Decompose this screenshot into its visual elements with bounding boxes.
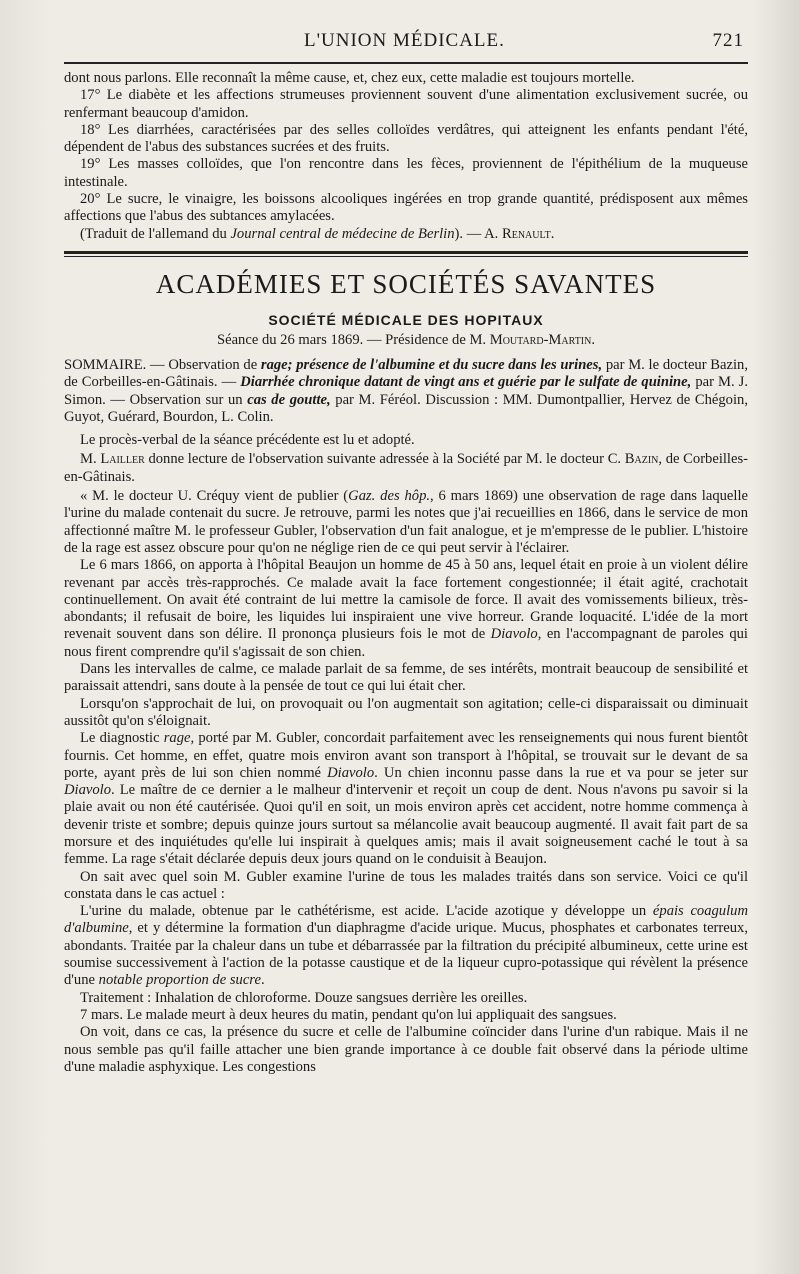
society-heading: SOCIÉTÉ MÉDICALE DES HOPITAUX [268, 311, 544, 328]
paragraph-observation-intro: « M. le docteur U. Créquy vient de publier (Gaz. des hôp., 6 mars 1869) une observation de rage dans laquelle l'urine du malade contenait du sucre. Je retrouve, parmi les notes que j'ai recueillies en 1866, dans le service de mon affectionné maître M. le professeur Gubler, l'observation d'un fait analogue, et je m'empresse de le publier. L'histoire de la rage est assez obscure pour qu'on ne néglige rien de ce qui peut servir à l'éclairer. [64, 488, 748, 556]
paragraph-death: 7 mars. Le malade meurt à deux heures du matin, pendant qu'on lui appliquait des sangsues. [80, 1006, 617, 1023]
section-title: ACADÉMIES ET SOCIÉTÉS SAVANTES [155, 268, 657, 299]
paragraph-continuation: dont nous parlons. Elle reconnaît la même cause, et, chez eux, cette maladie est toujours mortelle. [64, 70, 635, 86]
journal-name: Journal central de médecine de Berlin [230, 225, 455, 242]
paragraph-lailler: M. Lailler donne lecture de l'observation suivante adressée à la Société par M. le docteur C. Bazin, de Corbeilles-en-Gâtinais. [64, 451, 749, 485]
paragraph-case-admission: Le 6 mars 1866, on apporta à l'hôpital Beaujon un homme de 45 à 50 ans, lequel était en proie à un violent délire revenant par accès très-rapprochés. Ce malade avait la face fortement congestionnée; il était agité, crachotait continuellement. On avait été contraint de lui mettre la camisole de force. Il avait des vomissements bilieux, très-abondants; il refusait de boire, les liquides lui inspiraient une vive horreur. Grande loquacité. L'idée de la mort revenait souvent dans son délire. Il prononça plusieurs fois le mot de Diavolo, en l'accompagnant de paroles qui nous firent comprendre qu'il s'agissait de son chien. [64, 557, 748, 660]
header-rule [64, 62, 748, 64]
section-divider [64, 251, 748, 257]
paragraph-proces-verbal: Le procès-verbal de la séance précédente est lu et adopté. [80, 432, 415, 449]
paragraph-calm: Dans les intervalles de calme, ce malade parlait de sa femme, de ses intérêts, montrait beaucoup de sensibilité et paraissait attendri, sans doute à la pensée de tout ce qui lui était cher. [64, 661, 748, 695]
paragraph-item-19: 19° Les masses colloïdes, que l'on rencontre dans les fèces, proviennent de l'épithélium de la muqueuse intestinale. [64, 156, 748, 190]
president-name: Moutard-Martin [489, 331, 592, 348]
page-number: 721 [712, 30, 744, 51]
paragraph-item-17: 17° Le diabète et les affections strumeuses proviennent souvent d'une alimentation exclusivement sucrée, ou renfermant beaucoup d'amidon. [64, 87, 748, 121]
paragraph-urine-exam: On sait avec quel soin M. Gubler examine l'urine de tous les malades traités dans son service. Voici ce qu'il constata dans le cas actuel : [64, 868, 748, 902]
journal-title: L'UNION MÉDICALE. [304, 30, 505, 51]
paragraph-conclusion: On voit, dans ce cas, la présence du sucre et celle de l'albumine coïncider dans l'urine d'un rabique. Mais il ne nous semble pas qu'il faille attacher une bien grande importance à ce double fait observé dans la période ultime d'une maladie asphyxique. Les congestions [64, 1024, 748, 1075]
paragraph-item-20: 20° Le sucre, le vinaigre, les boissons alcooliques ingérées en trop grande quantité, prédisposent aux mêmes affections que l'abus des subtances amylacées. [64, 191, 748, 225]
paragraph-item-18: 18° Les diarrhées, caractérisées par des selles colloïdes verdâtres, qui atteignent les enfants pendant l'été, dépendent de l'abus des substances sucrées et des fruits. [64, 121, 748, 156]
seance-line: Séance du 26 mars 1869. — Présidence de M. Moutard-Martin. [216, 331, 596, 348]
summary: SOMMAIRE. — Observation de rage; présence de l'albumine et du sucre dans les urines, par M. le docteur Bazin, de Corbeilles-en-Gâtinais. — Diarrhée chronique datant de vingt ans et guérie par le sulfate de quinine, par M. J. Simon. — Observation sur un cas de goutte, par M. Féréol. Discussion : MM. Dumontpallier, Hervez de Chégoin, Guyot, Guérard, Bourdon, L. Colin. [64, 356, 748, 425]
paragraph-urine-results: L'urine du malade, obtenue par le cathétérisme, est acide. L'acide azotique y développe un épais coagulum d'albumine, et y détermine la formation d'un diaphragme d'acide urique. Mucus, phosphates et carbonates terreux, abondants. Traitée par la chaleur dans un tube et débarrassée par la filtration du précipité albumineux, cette urine est soumise successivement à l'action de la potasse caustique et de la liqueur cupro-potassique qui révèlent la présence d'une notable proportion de sucre. [64, 903, 748, 989]
paragraph-treatment: Traitement : Inhalation de chloroforme. Douze sangsues derrière les oreilles. [80, 989, 528, 1006]
paragraph-agitation: Lorsqu'on s'approchait de lui, on provoquait ou l'on augmentait son agitation; celle-ci disparaissait ou diminuait aussitôt qu'on s'éloignait. [64, 695, 748, 729]
running-head [64, 30, 748, 58]
translation-attribution: (Traduit de l'allemand du Journal central de médecine de Berlin). — A. Renault. [80, 225, 555, 242]
paragraph-diagnosis: Le diagnostic rage, porté par M. Gubler, concordait parfaitement avec les renseignements qui nous furent bientôt fournis. Cet homme, en effet, quatre mois environ avant son transport à l'hôpital, se trouvait sur le devant de sa porte, ayant près de lui son chien nommé Diavolo. Un chien inconnu passe dans la rue et va pour se jeter sur Diavolo. Le maître de ce dernier a le malheur d'intervenir et reçoit un coup de dent. Nous n'avons pu savoir si la plaie avait ou non été cautérisée. Quoi qu'il en soit, un mois environ après cet accident, notre homme commença à devenir triste et sombre; depuis quinze jours surtout sa mélancolie avait beaucoup augmenté. Il avait fait part de sa morsure et des inquiétudes qu'elle lui inspirait à quelques amis; mais il avait soigneusement caché le tout à sa femme. La rage s'était déclarée depuis deux jours quand on le conduisit à Beaujon. [64, 730, 748, 868]
author-name: Renault [501, 225, 551, 242]
